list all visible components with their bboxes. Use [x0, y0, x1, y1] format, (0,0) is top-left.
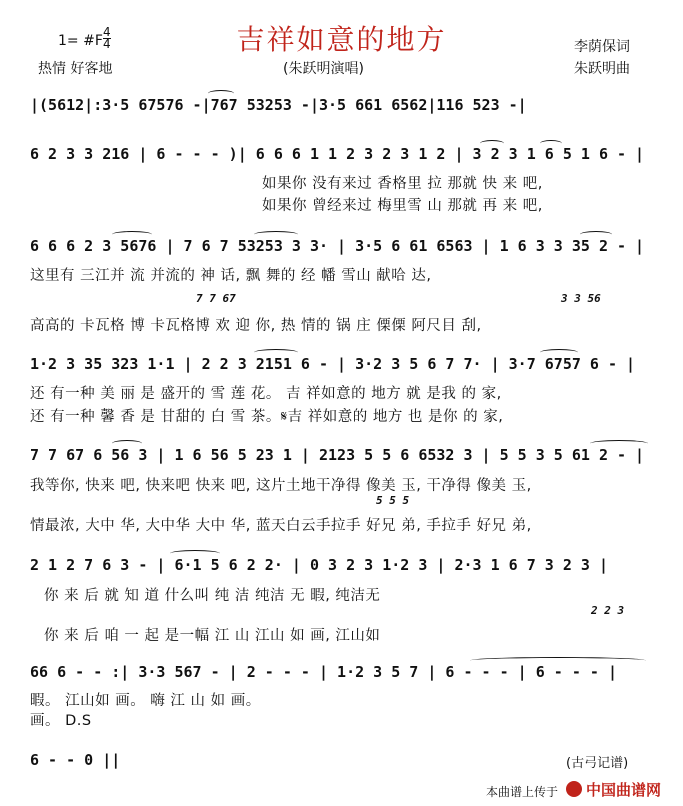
- lyrics-line-6b: 你 来 后 咱 一 起 是一幅 江 山 江山 如 画, 江山如: [44, 628, 381, 644]
- score-line-1: |(5612|:3·5 67576 -|767 53253 -|3·5 661 6562|116 523 -|: [30, 96, 527, 114]
- site-logo-icon: [566, 781, 582, 797]
- lyrics-line-2b: 如果你 曾经来过 梅里雪 山 那就 再 来 吧,: [262, 198, 543, 214]
- transcriber-credit: (古弓记谱): [566, 756, 629, 771]
- slur-arc: [590, 440, 648, 447]
- grace-notes-5: 5 5 5: [376, 494, 410, 507]
- score-line-2: 6 2 3 3 216 | 6 - - - )| 6 6 6 1 1 2 3 2 3 1 2 | 3 2 3 1 6 5 1 6 - |: [30, 145, 645, 163]
- upload-note: 本曲谱上传于: [486, 785, 559, 799]
- slur-arc: [112, 440, 142, 447]
- lyrics-line-6a: 你 来 后 就 知 道 什么叫 纯 洁 纯洁 无 暇, 纯洁无: [44, 588, 381, 604]
- grace-notes-6: 2 2 3: [591, 604, 625, 617]
- lyrics-line-7a: 暇。 江山如 画。 嗨 江 山 如 画。: [30, 693, 261, 709]
- tempo-mood: 热情 好客地: [38, 61, 113, 77]
- key-signature: 1= #F: [58, 33, 103, 49]
- score-line-3: 6 6 6 2 3 5676 | 7 6 7 53253 3 3· | 3·5 6 61 6563 | 1 6 3 3 35 2 - |: [30, 237, 645, 255]
- lyrics-line-3a: 这里有 三江并 流 并流的 神 话, 飘 舞的 经 幡 雪山 献哈 达,: [30, 268, 432, 284]
- score-line-8: 6 - - 0 ||: [30, 751, 121, 769]
- lyrics-line-4b: 还 有一种 馨 香 是 甘甜的 白 雪 茶。𝄋吉 祥如意的 地方 也 是你 的 家,: [30, 409, 504, 425]
- score-line-5: 7 7 67 6 56 3 | 1 6 56 5 23 1 | 2123 5 5 6 6532 3 | 5 5 3 5 61 2 - |: [30, 446, 645, 464]
- slur-arc: [470, 657, 646, 664]
- slur-arc: [208, 90, 234, 97]
- lyrics-line-2a: 如果你 没有来过 香格里 拉 那就 快 来 吧,: [262, 176, 543, 192]
- slur-arc: [254, 231, 298, 238]
- slur-arc: [254, 349, 298, 356]
- song-title: 吉祥如意的地方: [236, 23, 447, 56]
- composer: 朱跃明曲: [574, 61, 630, 77]
- lyrics-line-5b: 情最浓, 大中 华, 大中华 大中 华, 蓝天白云手拉手 好兄 弟, 手拉手 好兄 弟,: [30, 518, 532, 534]
- slur-arc: [580, 231, 612, 238]
- performer: (朱跃明演唱): [283, 61, 364, 77]
- lyrics-line-3b: 高高的 卡瓦格 博 卡瓦格博 欢 迎 你, 热 情的 锅 庄 傈傈 阿尺目 刮,: [30, 318, 482, 334]
- lyricist: 李荫保词: [574, 39, 630, 55]
- time-denominator: 4: [103, 37, 111, 51]
- score-line-4: 1·2 3 35 323 1·1 | 2 2 3 2151 6 - | 3·2 3 5 6 7 7· | 3·7 6757 6 - |: [30, 355, 636, 373]
- slur-arc: [112, 231, 152, 238]
- grace-notes-3a: 7 7 67: [196, 292, 236, 305]
- score-line-6: 2 1 2 7 6 3 - | 6·1 5 6 2 2· | 0 3 2 3 1·2 3 | 2·3 1 6 7 3 2 3 |: [30, 556, 608, 574]
- lyrics-line-4a: 还 有一种 美 丽 是 盛开的 雪 莲 花。 吉 祥如意的 地方 就 是我 的 家,: [30, 386, 502, 402]
- grace-notes-3b: 3 3 56: [561, 292, 601, 305]
- lyrics-line-5a: 我等你, 快来 吧, 快来吧 快来 吧, 这片土地干净得 像美 玉, 干净得 像美 玉,: [30, 478, 532, 494]
- score-line-7: 66 6 - - :| 3·3 567 - | 2 - - - | 1·2 3 5 7 | 6 - - - | 6 - - - |: [30, 663, 617, 681]
- site-name: 中国曲谱网: [586, 781, 662, 799]
- lyrics-line-7b: 画。 D.S: [30, 713, 92, 729]
- slur-arc: [540, 140, 562, 147]
- slur-arc: [170, 550, 220, 557]
- slur-arc: [540, 349, 578, 356]
- time-numerator: 4: [103, 25, 111, 39]
- slur-arc: [480, 140, 504, 147]
